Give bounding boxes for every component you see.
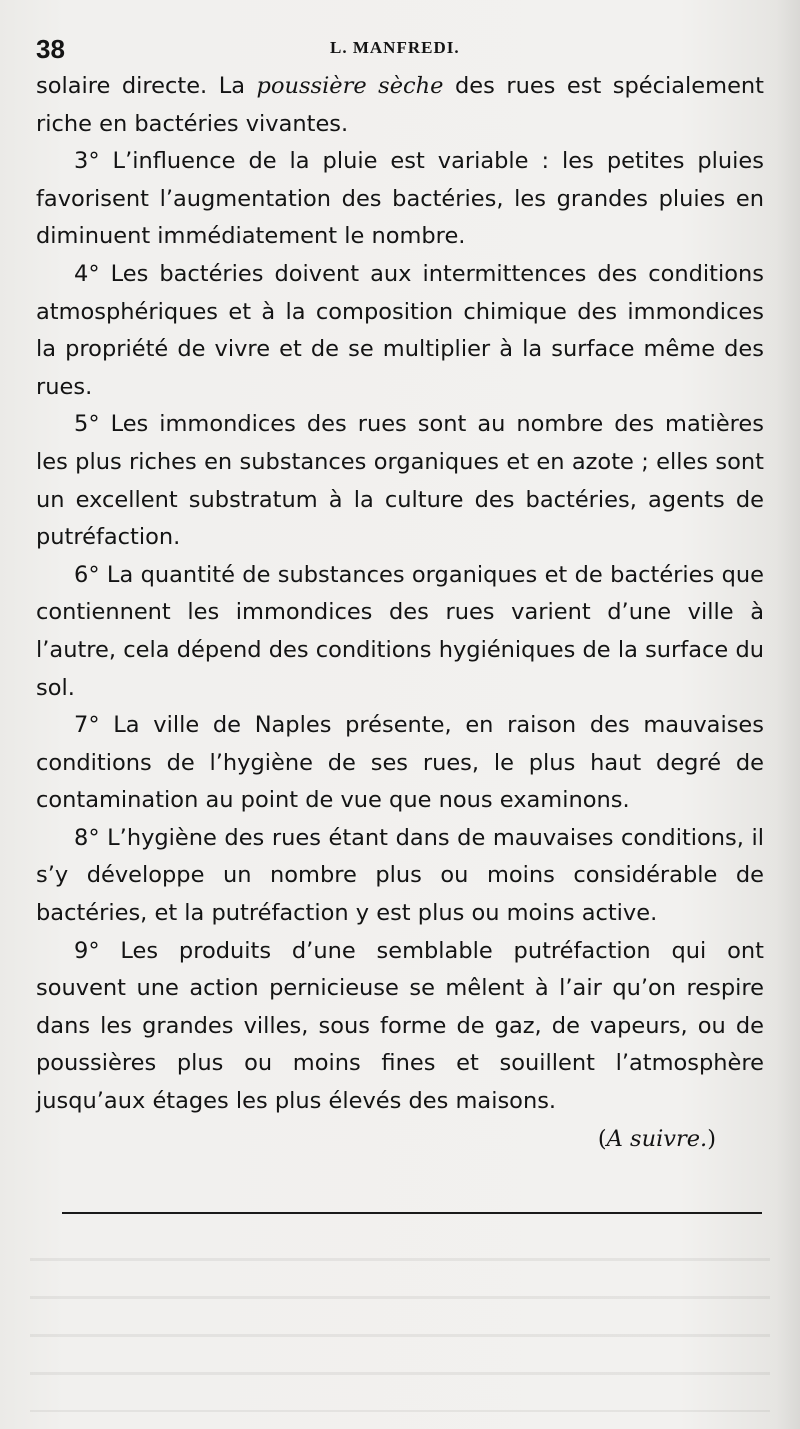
running-head: L. MANFREDI.: [330, 38, 460, 57]
to-follow-open-paren: (: [597, 1125, 607, 1152]
conclusion-item-4: 4° Les bactéries doivent aux intermittences des conditions atmosphériques et à la composition chimique des immondices la propriété de vivre et de se multiplier à la surface même des rues.: [36, 260, 764, 400]
intro-text-start: solaire directe. La: [36, 73, 257, 99]
to-follow-text: A suivre.: [606, 1125, 708, 1152]
conclusion-item-9: 9° Les produits d’une semblable putréfaction qui ont souvent une action pernicieuse se mêlent à l’air qu’on respire dans les grandes villes, sous forme de gaz, de vapeurs, ou de poussières plus ou moins fines et souillent l’atmosphère jusqu’aux étages les plus élevés des maisons.: [36, 937, 764, 1115]
page-body: [36, 68, 764, 1158]
to-follow-close-paren: ): [707, 1125, 716, 1152]
conclusion-item-7: 7° La ville de Naples présente, en raison des mauvaises conditions de l’hygiène de ses rues, le plus haut degré de contamination au point de vue que nous examinons.: [36, 712, 764, 814]
conclusion-item-6: 6° La quantité de substances organiques et de bactéries que contiennent les immondices des rues varient d’une ville à l’autre, cela dépend des conditions hygiéniques de la surface du sol.: [36, 561, 764, 701]
to-be-continued: [36, 1121, 764, 1159]
intro-text-end: des rues est spécialement riche en bactéries vivantes.: [36, 73, 764, 137]
page-number: 38: [36, 34, 65, 64]
conclusion-item-8: 8° L’hygiène des rues étant dans de mauvaises conditions, il s’y développe un nombre plus ou moins considérable de bactéries, et la putréfaction y est plus ou moins active.: [36, 824, 764, 927]
show-through-texture: [30, 1232, 770, 1412]
intro-italic-term: poussière sèche: [256, 73, 444, 99]
intro-paragraph: [36, 68, 764, 143]
conclusion-item-3: 3° L’influence de la pluie est variable : les petites pluies favorisent l’augmentation des bactéries, les grandes pluies en diminuent immédiatement le nombre.: [36, 148, 764, 250]
section-rule: [62, 1212, 762, 1214]
conclusion-item-5: 5° Les immondices des rues sont au nombre des matières les plus riches en substances organiques et en azote ; elles sont un excellent substratum à la culture des bactéries, agents de putréfaction.: [36, 411, 764, 551]
